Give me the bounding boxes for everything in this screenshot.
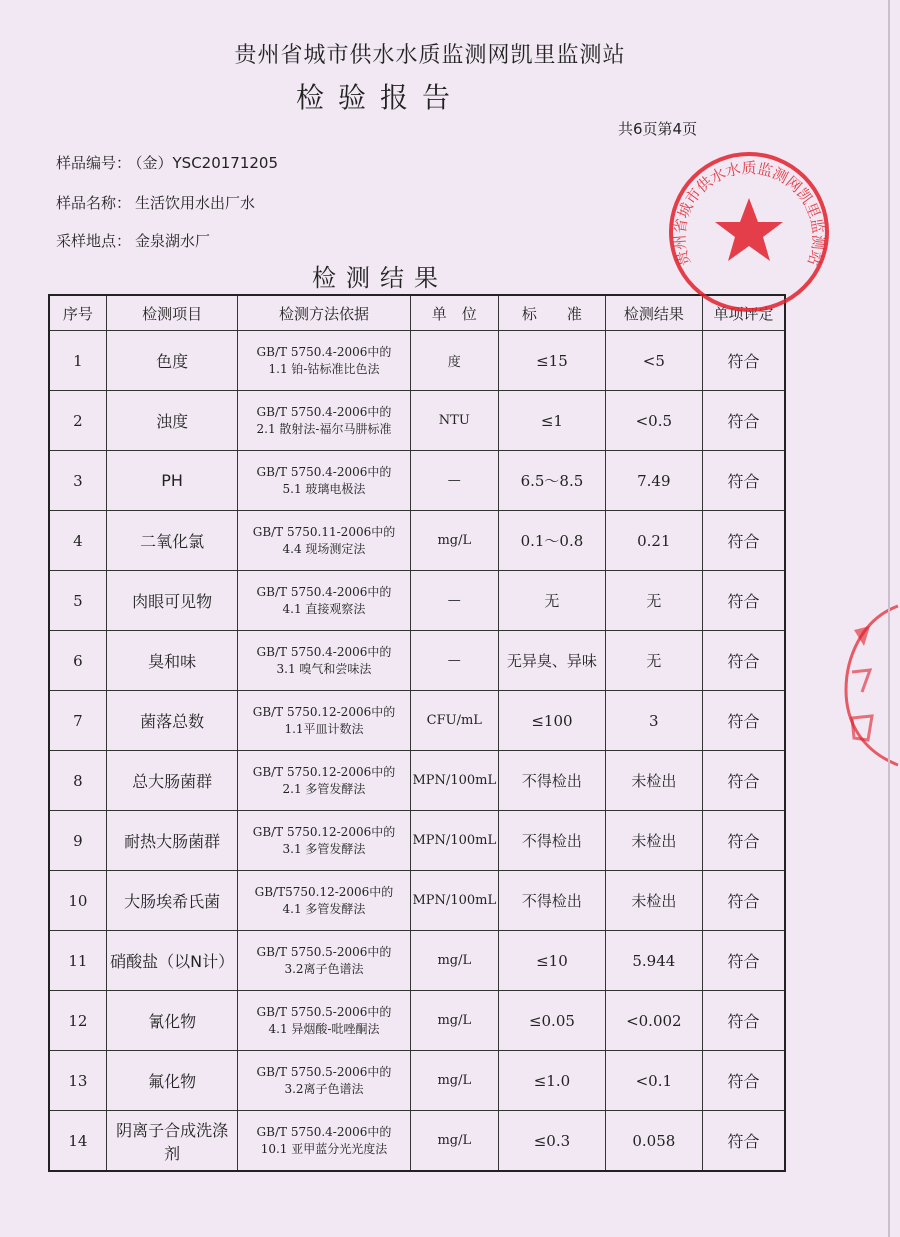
organization-title: 贵州省城市供水水质监测网凯里监测站 <box>234 43 626 68</box>
method-line-1: GB/T 5750.5-2006中的 <box>256 944 392 959</box>
evaluation-cell: 符合 <box>702 331 785 391</box>
evaluation-cell: 符合 <box>702 751 785 811</box>
unit-cell: mg/L <box>410 511 499 571</box>
method-line-2: 2.1 多管发酵法 <box>282 781 366 796</box>
method-line-1: GB/T 5750.12-2006中的 <box>252 824 396 839</box>
evaluation-cell: 符合 <box>702 871 785 931</box>
item-cell: 菌落总数 <box>106 691 238 751</box>
no-cell: 10 <box>49 871 106 931</box>
method-cell <box>238 511 410 571</box>
item-cell: 氰化物 <box>106 991 238 1051</box>
item-cell: PH <box>106 451 238 511</box>
result-cell: 7.49 <box>605 451 702 511</box>
method-line-2: 10.1 亚甲蓝分光光度法 <box>260 1141 388 1156</box>
page-count: 共6页第4页 <box>618 120 698 138</box>
standard-cell: 不得检出 <box>499 871 606 931</box>
sample-name <box>56 192 255 213</box>
table-body <box>49 331 785 1172</box>
table-row <box>49 1051 785 1111</box>
item-cell: 大肠埃希氏菌 <box>106 871 238 931</box>
standard-cell: 6.5～8.5 <box>499 451 606 511</box>
unit-cell: MPN/100mL <box>410 751 499 811</box>
no-cell: 2 <box>49 391 106 451</box>
seal-text: 贵州省城市供水水质监测网凯里监测站 <box>670 159 828 269</box>
method-line-1: GB/T 5750.4-2006中的 <box>256 584 392 599</box>
standard-cell: ≤15 <box>499 331 606 391</box>
unit-cell: MPN/100mL <box>410 811 499 871</box>
item-cell: 氟化物 <box>106 1051 238 1111</box>
table-row <box>49 571 785 631</box>
section-title: 检测结果 <box>312 264 448 292</box>
partial-seal-mark <box>840 600 900 770</box>
result-cell: <0.002 <box>605 991 702 1051</box>
method-line-1: GB/T 5750.5-2006中的 <box>256 1004 392 1019</box>
method-cell <box>238 331 410 391</box>
method-line-2: 3.1 多管发酵法 <box>282 841 366 856</box>
standard-cell: ≤100 <box>499 691 606 751</box>
method-cell <box>238 871 410 931</box>
item-cell: 臭和味 <box>106 631 238 691</box>
result-cell: 未检出 <box>605 751 702 811</box>
method-line-2: 4.4 现场测定法 <box>282 541 366 556</box>
result-cell: 0.058 <box>605 1111 702 1172</box>
results-table <box>48 294 786 1172</box>
result-cell: 3 <box>605 691 702 751</box>
method-cell <box>238 1051 410 1111</box>
method-line-1: GB/T 5750.12-2006中的 <box>252 704 396 719</box>
standard-cell: ≤10 <box>499 931 606 991</box>
method-cell <box>238 631 410 691</box>
evaluation-cell: 符合 <box>702 1051 785 1111</box>
item-cell: 肉眼可见物 <box>106 571 238 631</box>
method-cell <box>238 931 410 991</box>
header-evaluation: 单项评定 <box>702 295 785 331</box>
header-method: 检测方法依据 <box>238 295 410 331</box>
standard-cell: 不得检出 <box>499 751 606 811</box>
result-cell: <0.5 <box>605 391 702 451</box>
method-line-2: 3.2离子色谱法 <box>284 1081 364 1096</box>
table-row <box>49 811 785 871</box>
sampling-location-value: 金泉湖水厂 <box>135 232 211 250</box>
standard-cell: 无 <box>499 571 606 631</box>
evaluation-cell: 符合 <box>702 931 785 991</box>
no-cell: 9 <box>49 811 106 871</box>
result-cell: <0.1 <box>605 1051 702 1111</box>
method-line-1: GB/T 5750.4-2006中的 <box>256 644 392 659</box>
method-line-2: 4.1 直接观察法 <box>282 601 366 616</box>
header-standard: 标 准 <box>499 295 606 331</box>
result-cell: <5 <box>605 331 702 391</box>
standard-cell: ≤0.3 <box>499 1111 606 1172</box>
evaluation-cell: 符合 <box>702 571 785 631</box>
unit-cell: NTU <box>410 391 499 451</box>
method-cell <box>238 811 410 871</box>
no-cell: 12 <box>49 991 106 1051</box>
scan-edge <box>888 0 890 1237</box>
method-line-1: GB/T 5750.12-2006中的 <box>252 764 396 779</box>
unit-cell: MPN/100mL <box>410 871 499 931</box>
method-line-1: GB/T 5750.4-2006中的 <box>256 344 392 359</box>
method-cell <box>238 571 410 631</box>
method-line-2: 3.1 嗅气和尝味法 <box>276 661 372 676</box>
method-line-1: GB/T 5750.5-2006中的 <box>256 1064 392 1079</box>
no-cell: 11 <box>49 931 106 991</box>
method-line-1: GB/T5750.12-2006中的 <box>254 884 394 899</box>
result-cell: 0.21 <box>605 511 702 571</box>
table-row <box>49 391 785 451</box>
method-line-1: GB/T 5750.4-2006中的 <box>256 404 392 419</box>
table-row <box>49 691 785 751</box>
unit-cell: mg/L <box>410 991 499 1051</box>
header-item: 检测项目 <box>106 295 238 331</box>
standard-cell: ≤0.05 <box>499 991 606 1051</box>
item-cell: 浊度 <box>106 391 238 451</box>
table-row <box>49 751 785 811</box>
item-cell: 总大肠菌群 <box>106 751 238 811</box>
standard-cell: 0.1～0.8 <box>499 511 606 571</box>
no-cell: 6 <box>49 631 106 691</box>
result-cell: 5.944 <box>605 931 702 991</box>
method-line-2: 1.1平皿计数法 <box>284 721 364 736</box>
official-seal <box>665 148 833 316</box>
evaluation-cell: 符合 <box>702 811 785 871</box>
evaluation-cell: 符合 <box>702 451 785 511</box>
no-cell: 1 <box>49 331 106 391</box>
standard-cell: ≤1.0 <box>499 1051 606 1111</box>
table-row <box>49 511 785 571</box>
sample-name-value: 生活饮用水出厂水 <box>135 194 256 212</box>
sample-name-label: 样品名称： <box>56 194 132 212</box>
item-cell: 阴离子合成洗涤剂 <box>106 1111 238 1172</box>
method-line-2: 3.2离子色谱法 <box>284 961 364 976</box>
table-row <box>49 871 785 931</box>
evaluation-cell: 符合 <box>702 631 785 691</box>
method-cell <box>238 1111 410 1172</box>
standard-cell: 无异臭、异味 <box>499 631 606 691</box>
no-cell: 8 <box>49 751 106 811</box>
unit-cell: — <box>410 571 499 631</box>
result-cell: 无 <box>605 571 702 631</box>
unit-cell: 度 <box>410 331 499 391</box>
evaluation-cell: 符合 <box>702 691 785 751</box>
item-cell: 耐热大肠菌群 <box>106 811 238 871</box>
no-cell: 14 <box>49 1111 106 1172</box>
no-cell: 7 <box>49 691 106 751</box>
method-line-2: 4.1 异烟酸-吡唑酮法 <box>268 1021 380 1036</box>
method-cell <box>238 751 410 811</box>
evaluation-cell: 符合 <box>702 391 785 451</box>
method-line-2: 5.1 玻璃电极法 <box>282 481 366 496</box>
result-cell: 未检出 <box>605 871 702 931</box>
table-row <box>49 931 785 991</box>
method-line-2: 1.1 铂-钴标准比色法 <box>268 361 380 376</box>
standard-cell: 不得检出 <box>499 811 606 871</box>
sampling-location-label: 采样地点： <box>56 232 132 250</box>
method-cell <box>238 391 410 451</box>
method-line-1: GB/T 5750.4-2006中的 <box>256 1124 392 1139</box>
header-result: 检测结果 <box>605 295 702 331</box>
sample-number-label: 样品编号： <box>56 154 132 172</box>
sample-number-value: （金）YSC20171205 <box>135 154 279 172</box>
method-line-1: GB/T 5750.11-2006中的 <box>252 524 396 539</box>
table-row <box>49 451 785 511</box>
no-cell: 13 <box>49 1051 106 1111</box>
report-title: 检验报告 <box>295 81 464 114</box>
evaluation-cell: 符合 <box>702 511 785 571</box>
item-cell: 硝酸盐（以N计） <box>106 931 238 991</box>
standard-cell: ≤1 <box>499 391 606 451</box>
header-unit: 单 位 <box>410 295 499 331</box>
method-cell <box>238 451 410 511</box>
table-row <box>49 1111 785 1172</box>
result-cell: 无 <box>605 631 702 691</box>
unit-cell: — <box>410 451 499 511</box>
unit-cell: mg/L <box>410 1111 499 1172</box>
sample-number <box>56 152 278 173</box>
evaluation-cell: 符合 <box>702 1111 785 1172</box>
unit-cell: mg/L <box>410 1051 499 1111</box>
unit-cell: — <box>410 631 499 691</box>
method-cell <box>238 691 410 751</box>
unit-cell: CFU/mL <box>410 691 499 751</box>
item-cell: 二氧化氯 <box>106 511 238 571</box>
table-row <box>49 331 785 391</box>
evaluation-cell: 符合 <box>702 991 785 1051</box>
method-line-2: 4.1 多管发酵法 <box>282 901 366 916</box>
header-no: 序号 <box>49 295 106 331</box>
item-cell: 色度 <box>106 331 238 391</box>
unit-cell: mg/L <box>410 931 499 991</box>
sampling-location <box>56 230 210 251</box>
method-line-1: GB/T 5750.4-2006中的 <box>256 464 392 479</box>
no-cell: 3 <box>49 451 106 511</box>
result-cell: 未检出 <box>605 811 702 871</box>
table-row <box>49 631 785 691</box>
method-cell <box>238 991 410 1051</box>
table-row <box>49 991 785 1051</box>
no-cell: 4 <box>49 511 106 571</box>
method-line-2: 2.1 散射法-福尔马肼标准 <box>256 421 392 436</box>
no-cell: 5 <box>49 571 106 631</box>
